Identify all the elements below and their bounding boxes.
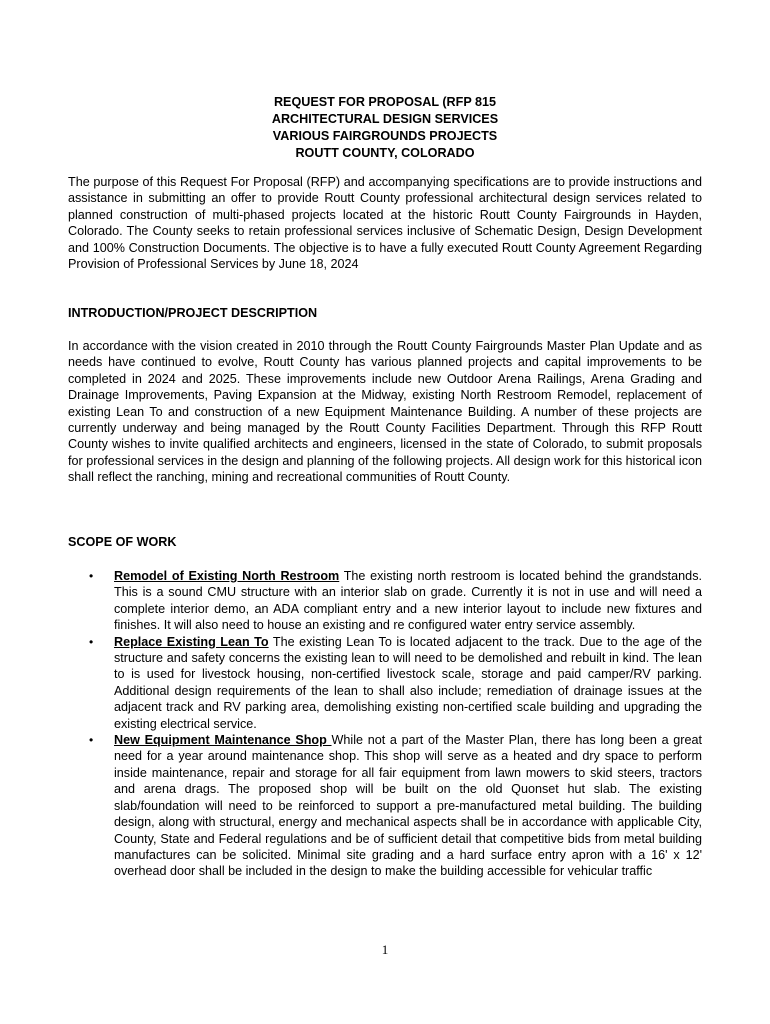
- scope-list: [68, 568, 702, 880]
- introduction-paragraph: In accordance with the vision created in 2010 through the Routt County Fairgrounds Master Plan Update and as needs have continued to evolve, Routt County has various planned projects and capital improvements to be completed in 2024 and 2025. These improvements include new Outdoor Arena Railings, Arena Grading and Drainage Improvements, Paving Expansion at the Midway, existing North Restroom Remodel, replacement of existing Lean To and construction of a new Equipment Maintenance Building. A number of these projects are currently underway and being managed by the Routt County Facilities Department. Through this RFP Routt County wishes to invite qualified architects and engineers, licensed in the state of Colorado, to submit proposals for professional services in the design and planning of the following projects. All design work for this historical icon shall reflect the ranching, mining and recreational communities of Routt County.: [68, 339, 702, 485]
- document-title: [0, 94, 770, 162]
- introduction-heading: INTRODUCTION/PROJECT DESCRIPTION: [68, 306, 318, 320]
- purpose-paragraph: The purpose of this Request For Proposal (RFP) and accompanying specifications are to provide instructions and assistance in submitting an offer to provide Routt County professional architectural design services related to planned construction of multi-phased projects located at the historic Routt County Fairgrounds in Hayden, Colorado. The County seeks to retain professional services inclusive of Schematic Design, Design Development and 100% Construction Documents. The objective is to have a fully executed Routt County Agreement Regarding Provision of Professional Services by June 18, 2024: [68, 175, 702, 272]
- scope-item-maintenance-shop: [68, 732, 702, 880]
- scope-item-text: The existing Lean To is located adjacent to the track. Due to the age of the structure and safety concerns the existing lean to will need to be demolished and rebuilt in kind. The lean to is used for livestock housing, non-certified livestock scale, storage and paid camper/RV parking. Additional design requirements of the lean to shall also include; remediation of drainage issues at the adjacent track and RV parking area, demolishing existing non-certified scale building and upgrading the existing electrical service.: [114, 634, 702, 731]
- scope-heading: SCOPE OF WORK: [68, 535, 177, 549]
- title-line: REQUEST FOR PROPOSAL (RFP 815: [273, 95, 497, 109]
- scope-item-title: New Equipment Maintenance Shop: [114, 733, 332, 748]
- scope-item-restroom: [68, 568, 702, 634]
- title-line: VARIOUS FAIRGROUNDS PROJECTS: [272, 129, 498, 143]
- scope-item-title: Remodel of Existing North Restroom: [114, 569, 340, 583]
- scope-item-title: Replace Existing Lean To: [114, 634, 269, 649]
- bullet: •: [89, 733, 94, 748]
- scope-item-text: While not a part of the Master Plan, there has long been a great need for a year around maintenance shop. This shop will serve as a heated and dry space to perform inside maintenance, repair and storage for all fair equipment from lawn mowers to skid steers, tractors and arena drags. The proposed shop will be built on the old Quonset hut slab. The existing slab/foundation will need to be reinforced to support a pre-manufactured metal building. The building design, along with structural, energy and mechanical aspects shall be in accordance with applicable City, County, State and Federal regulations and be of sufficient detail that competitive bids from metal building manufactures can be solicited. Minimal site grading and a hard surface entry apron with a 16' x 12' overhead door shall be included in the design to make the building accessible for vehicular traffic: [114, 733, 703, 879]
- title-line: ARCHITECTURAL DESIGN SERVICES: [271, 112, 499, 126]
- scope-item-lean-to: [68, 634, 702, 732]
- bullet: •: [89, 569, 94, 583]
- bullet: •: [89, 634, 94, 649]
- scope-item-text: The existing north restroom is located behind the grandstands. This is a sound CMU structure with an interior slab on grade. Currently it is not in use and will need a complete interior demo, an ADA compliant entry and a new interior layout to include new fixtures and finishes. It will also need to house an existing and re configured water entry service assembly.: [114, 569, 702, 633]
- page-number: 1: [381, 942, 389, 957]
- title-line: ROUTT COUNTY, COLORADO: [295, 146, 475, 160]
